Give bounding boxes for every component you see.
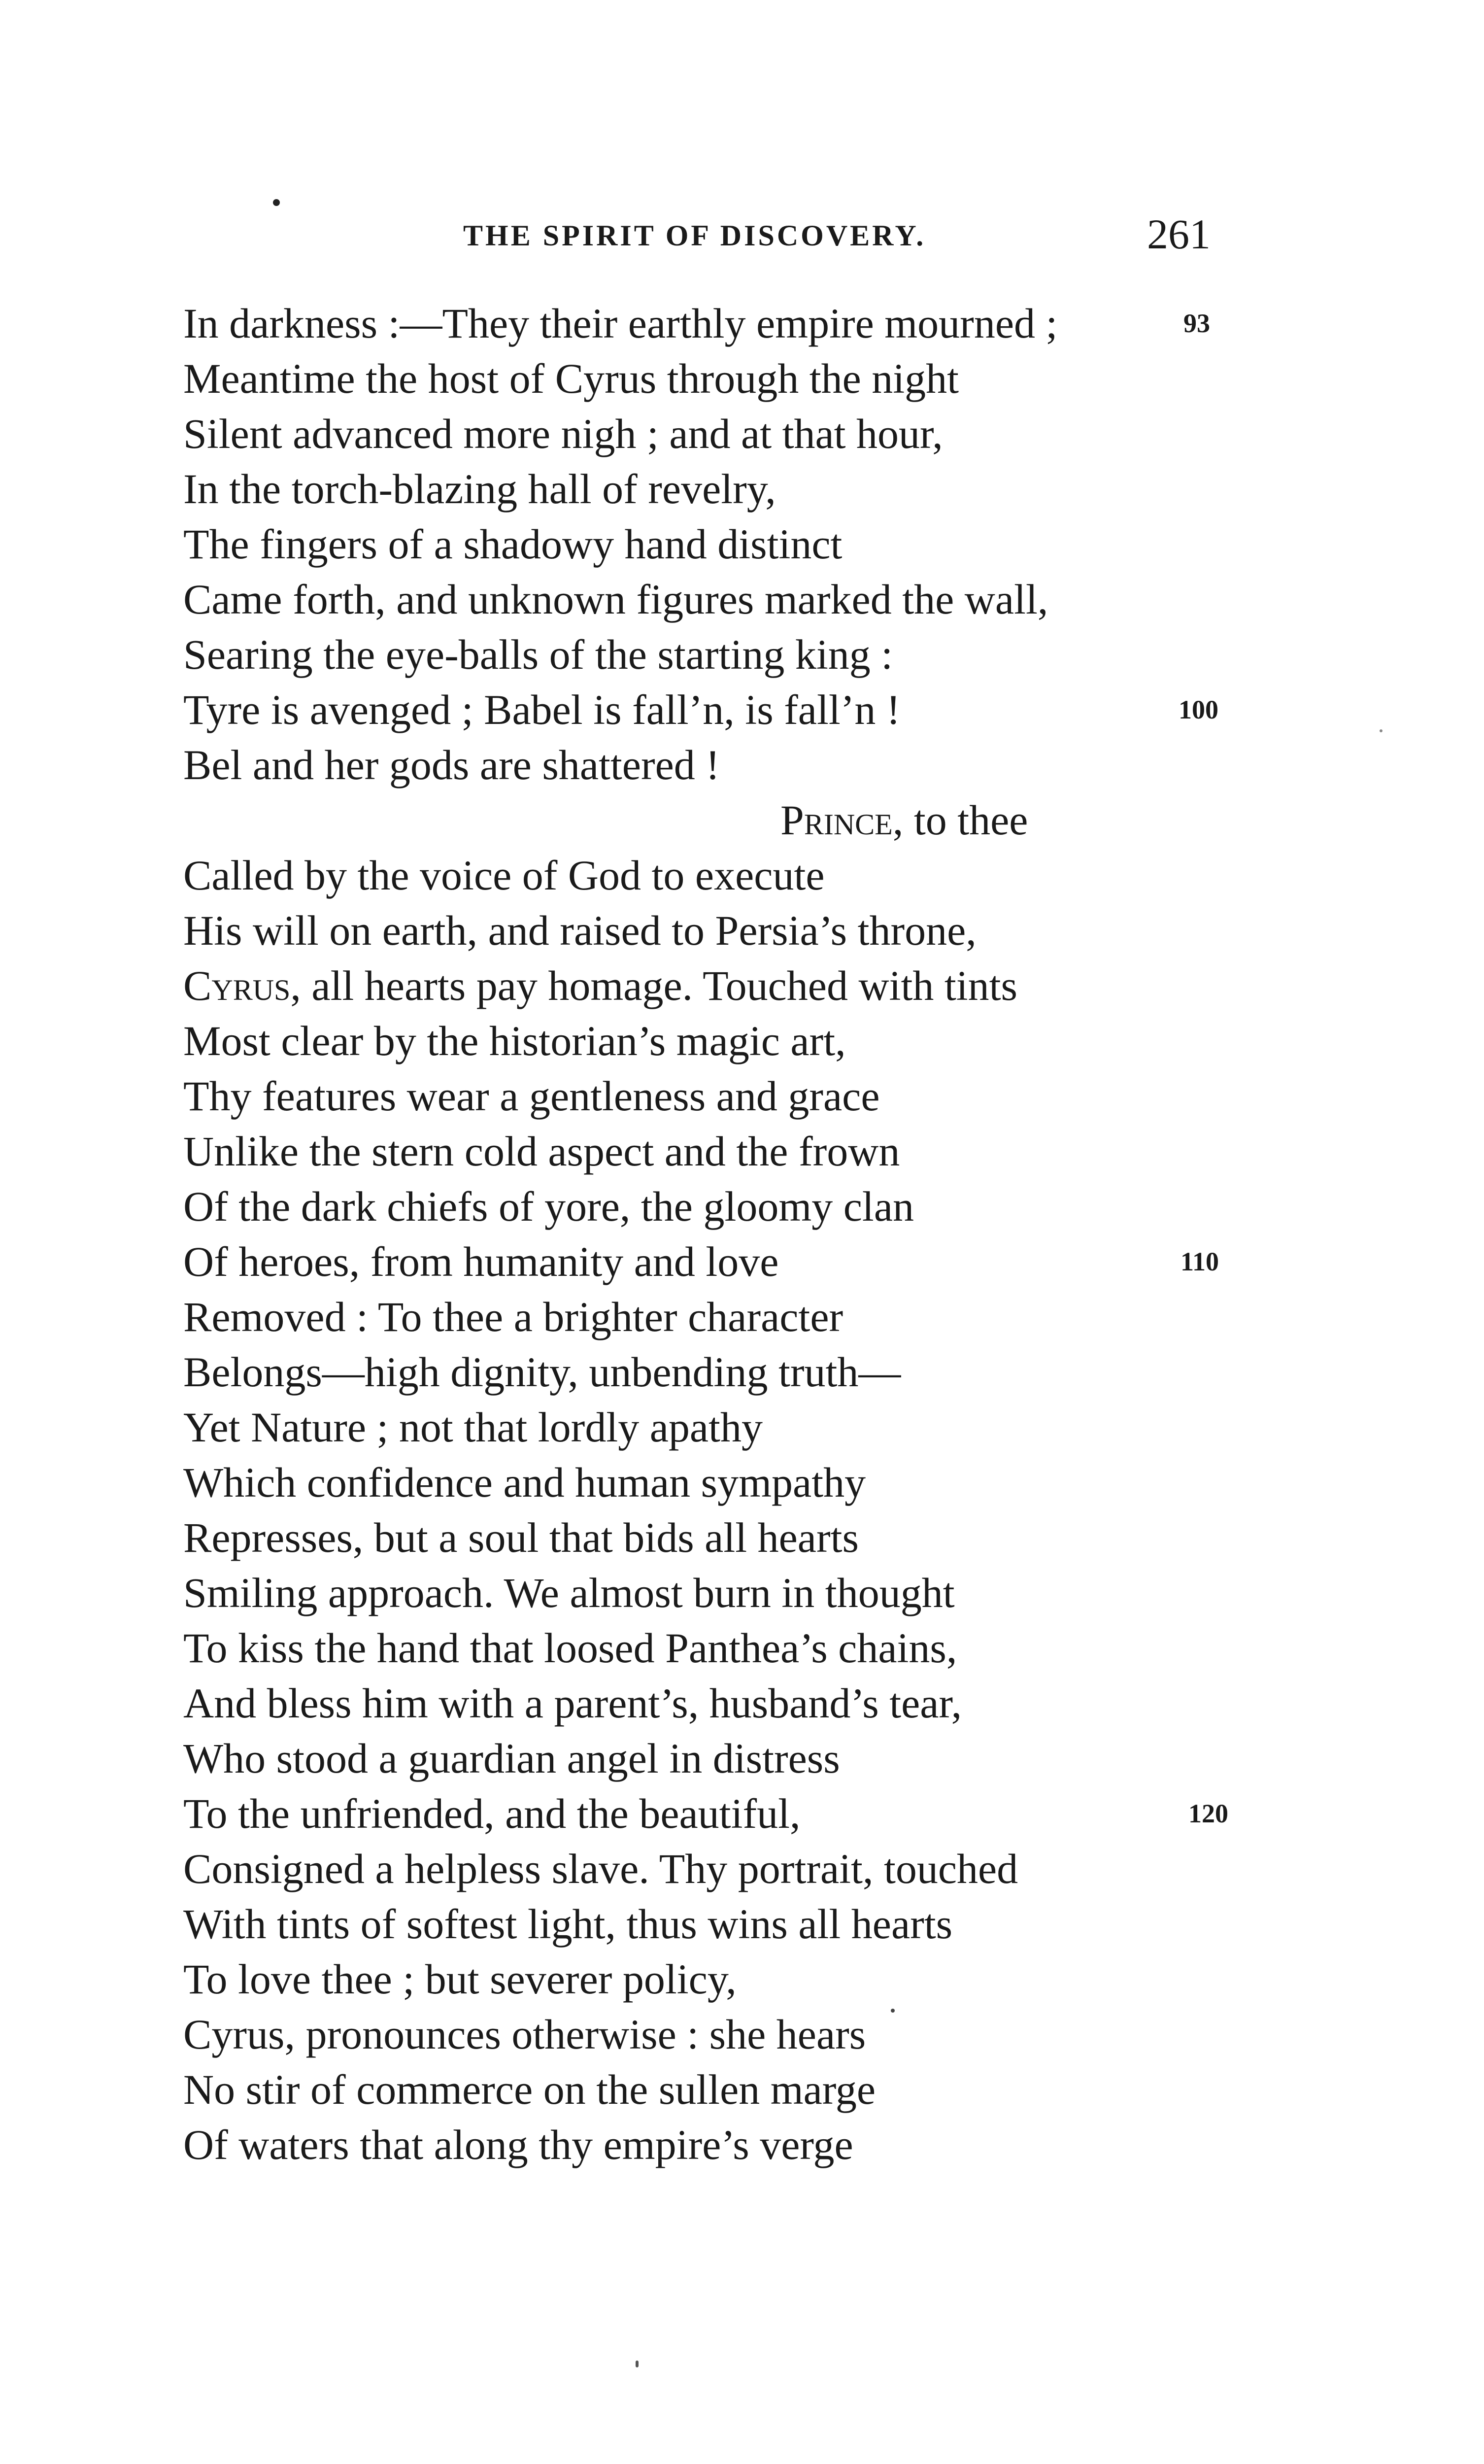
- line-number: 93: [1183, 308, 1210, 338]
- verse-text: To the unfriended, and the beautiful,: [183, 1790, 801, 1837]
- verse-line: [183, 2062, 1464, 2117]
- verse-text-rest: all hearts pay homage. Touched with tints: [301, 962, 1017, 1009]
- verse-line: [183, 1400, 1464, 1455]
- verse-line: [183, 958, 1464, 1013]
- verse-line: [183, 461, 1464, 516]
- verse-text: Of heroes, from humanity and love: [183, 1238, 779, 1285]
- verse-line: [183, 627, 1464, 682]
- verse-text: Searing the eye-balls of the starting king :: [183, 631, 893, 678]
- line-number: 120: [1188, 1799, 1228, 1828]
- verse-text: Of waters that along thy empire’s verge: [183, 2121, 853, 2168]
- ink-speck: [891, 2009, 895, 2013]
- verse-text: To love thee ; but severer policy,: [183, 1955, 737, 2003]
- speaker-name: Prince,: [780, 796, 904, 844]
- verse-text: And bless him with a parent’s, husband’s tear,: [183, 1679, 962, 1727]
- verse-line: [183, 1951, 1464, 2007]
- ink-speck: [1380, 729, 1383, 732]
- verse-line: [183, 1676, 1464, 1731]
- verse-text: Unlike the stern cold aspect and the frown: [183, 1128, 900, 1175]
- verse-line: [183, 406, 1464, 461]
- verse-text: His will on earth, and raised to Persia’s throne,: [183, 907, 977, 954]
- verse-line: [183, 1731, 1464, 1786]
- verse-text: Belongs—high dignity, unbending truth—: [183, 1348, 901, 1396]
- verse-line: [183, 903, 1464, 958]
- proper-name: Cyrus,: [183, 962, 301, 1009]
- verse-text: Yet Nature ; not that lordly apathy: [183, 1403, 763, 1451]
- verse-line: [183, 1013, 1464, 1068]
- verse-text: Consigned a helpless slave. Thy portrait, touched: [183, 1845, 1018, 1892]
- verse-text: Thy features wear a gentleness and grace: [183, 1072, 880, 1120]
- verse-line: [183, 1841, 1464, 1896]
- verse-line: [183, 848, 1464, 903]
- verse-line: [183, 2007, 1464, 2062]
- verse-text: In darkness :—They their earthly empire mourned ;: [183, 300, 1058, 347]
- line-number: 110: [1180, 1247, 1219, 1276]
- verse-line: [183, 516, 1464, 572]
- verse-line: [183, 296, 1464, 351]
- verse-text: Represses, but a soul that bids all hearts: [183, 1514, 859, 1561]
- verse-line: [183, 682, 1464, 737]
- verse-line: [183, 572, 1464, 627]
- verse-text: Of the dark chiefs of yore, the gloomy clan: [183, 1183, 914, 1230]
- verse-text: Which confidence and human sympathy: [183, 1459, 866, 1506]
- verse-line: [183, 1179, 1464, 1234]
- verse-line: [183, 1068, 1464, 1124]
- verse-line: [183, 1510, 1464, 1565]
- verse-line: [183, 1289, 1464, 1344]
- verse-text: The fingers of a shadowy hand distinct: [183, 520, 843, 568]
- verse-line: [183, 1565, 1464, 1620]
- verse-text: [183, 958, 1017, 1013]
- verse-line: [183, 1620, 1464, 1676]
- verse-text: Called by the voice of God to execute: [183, 852, 825, 899]
- verse-text: Cyrus, pronounces otherwise : she hears: [183, 2011, 866, 2058]
- verse-text: Tyre is avenged ; Babel is fall’n, is fall’n !: [183, 686, 901, 733]
- verse-line: [183, 1234, 1464, 1289]
- verse-line: [183, 1124, 1464, 1179]
- verse-line: [183, 1455, 1464, 1510]
- verse-text: Smiling approach. We almost burn in thought: [183, 1569, 955, 1616]
- page-number: 261: [1147, 210, 1211, 258]
- verse-text: Bel and her gods are shattered !: [183, 741, 720, 788]
- ink-speck: [636, 2361, 639, 2367]
- verse-text: To kiss the hand that loosed Panthea’s chains,: [183, 1624, 957, 1672]
- verse-text: In the torch-blazing hall of revelry,: [183, 465, 776, 513]
- verse-text: Most clear by the historian’s magic art,: [183, 1017, 846, 1064]
- verse-line: [183, 737, 1464, 792]
- running-title: THE SPIRIT OF DISCOVERY.: [463, 219, 926, 252]
- verse-text: [780, 792, 1028, 848]
- verse-line: [183, 1344, 1464, 1400]
- verse-text: Meantime the host of Cyrus through the night: [183, 355, 959, 402]
- verse-text: Removed : To thee a brighter character: [183, 1293, 843, 1340]
- verse-line: [183, 2117, 1464, 2172]
- verse-line: [183, 351, 1464, 406]
- verse-line: [183, 1786, 1464, 1841]
- verse-text-rest: to thee: [903, 796, 1028, 844]
- verse-line: [183, 792, 1464, 848]
- verse-text: Came forth, and unknown figures marked the wall,: [183, 576, 1048, 623]
- verse-text: No stir of commerce on the sullen marge: [183, 2066, 876, 2113]
- verse-line: [183, 1896, 1464, 1951]
- verse-text: Silent advanced more nigh ; and at that hour,: [183, 410, 943, 457]
- verse-text: With tints of softest light, thus wins all hearts: [183, 1900, 953, 1948]
- line-number: 100: [1179, 695, 1218, 724]
- verse-text: Who stood a guardian angel in distress: [183, 1735, 840, 1782]
